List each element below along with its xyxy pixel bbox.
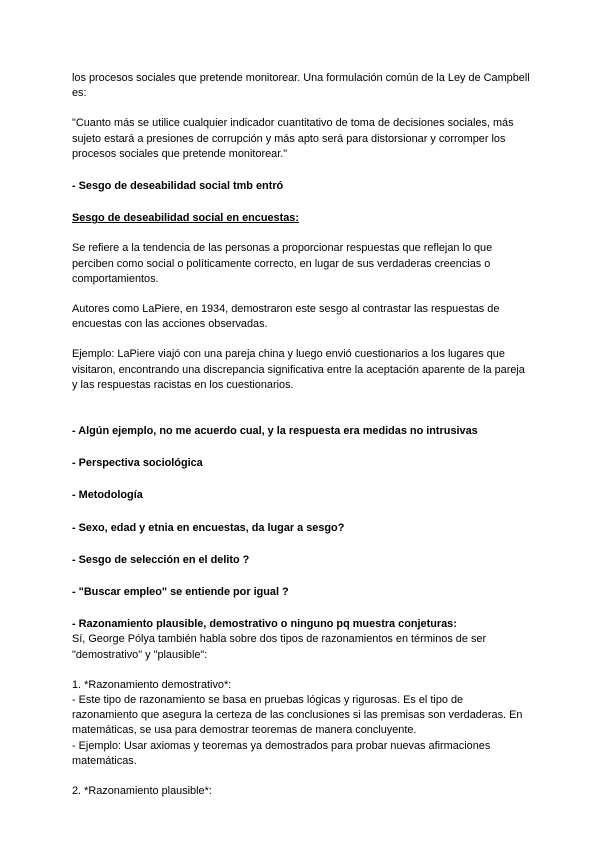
bullet-plausible-reasoning: - Razonamiento plausible, demostrativo o ninguno pq muestra conjeturas: [72,618,457,631]
paragraph-polya: Sí, George Pólya también habla sobre dos tipos de razonamientos en términos de ser "demostrativo" y "plausible": [72,633,487,661]
paragraph-campbell-quote: "Cuanto más se utilice cualquier indicador cuantitativo de toma de decisiones sociales, más sujeto estará a presiones de corrupción y más apto será para distorsionar y corromper los procesos sociales que pretende monitorear." [72,117,514,160]
section-heading-social-desirability: Sesgo de deseabilidad social en encuestas: [72,212,299,225]
bullet-sociological-perspective: - Perspectiva sociológica [72,457,203,470]
paragraph-campbell-intro: los procesos sociales que pretende monitorear. Una formulación común de la Ley de Campbell es: [72,72,530,100]
bullet-unobtrusive-measures: - Algún ejemplo, no me acuerdo cual, y la respuesta era medidas no intrusivas [72,425,478,438]
paragraph-definition: Se refiere a la tendencia de las personas a proporcionar respuestas que reflejan lo que perciben como social o políticamente correcto, en lugar de sus verdaderas creencias o comportamientos. [72,242,493,285]
bullet-social-desirability: - Sesgo de deseabilidad social tmb entró [72,180,284,193]
bullet-seek-employment: - "Buscar empleo" se entiende por igual ? [72,586,289,599]
paragraph-example: Ejemplo: LaPiere viajó con una pareja china y luego envió cuestionarios a los lugares que visitaron, encontrando una discrepancia significativa entre la aceptación aparente de la pareja y las respuestas racistas en los cuestionarios. [72,348,525,391]
list-subitem-demonstrative-desc: - Este tipo de razonamiento se basa en pruebas lógicas y rigurosas. Es el tipo de razonamiento que asegura la certeza de las conclusiones si las premisas son verdaderas. En matemáticas, se usa para demostrar teoremas de manera concluyente. [72,694,523,737]
bullet-sex-age-ethnicity: - Sexo, edad y etnia en encuestas, da lugar a sesgo? [72,521,345,534]
list-item-plausible: 2. *Razonamiento plausible*: [72,785,212,798]
bullet-methodology: - Metodología [72,489,143,502]
list-item-demonstrative: 1. *Razonamiento demostrativo*: [72,678,232,691]
paragraph-lapiere: Autores como LaPiere, en 1934, demostraron este sesgo al contrastar las respuestas de encuestas con las acciones observadas. [72,303,500,331]
list-subitem-demonstrative-example: - Ejemplo: Usar axiomas y teoremas ya demostrados para probar nuevas afirmaciones matemáticas. [72,739,491,767]
bullet-selection-bias: - Sesgo de selección en el delito ? [72,553,250,566]
document-body [72,71,532,799]
